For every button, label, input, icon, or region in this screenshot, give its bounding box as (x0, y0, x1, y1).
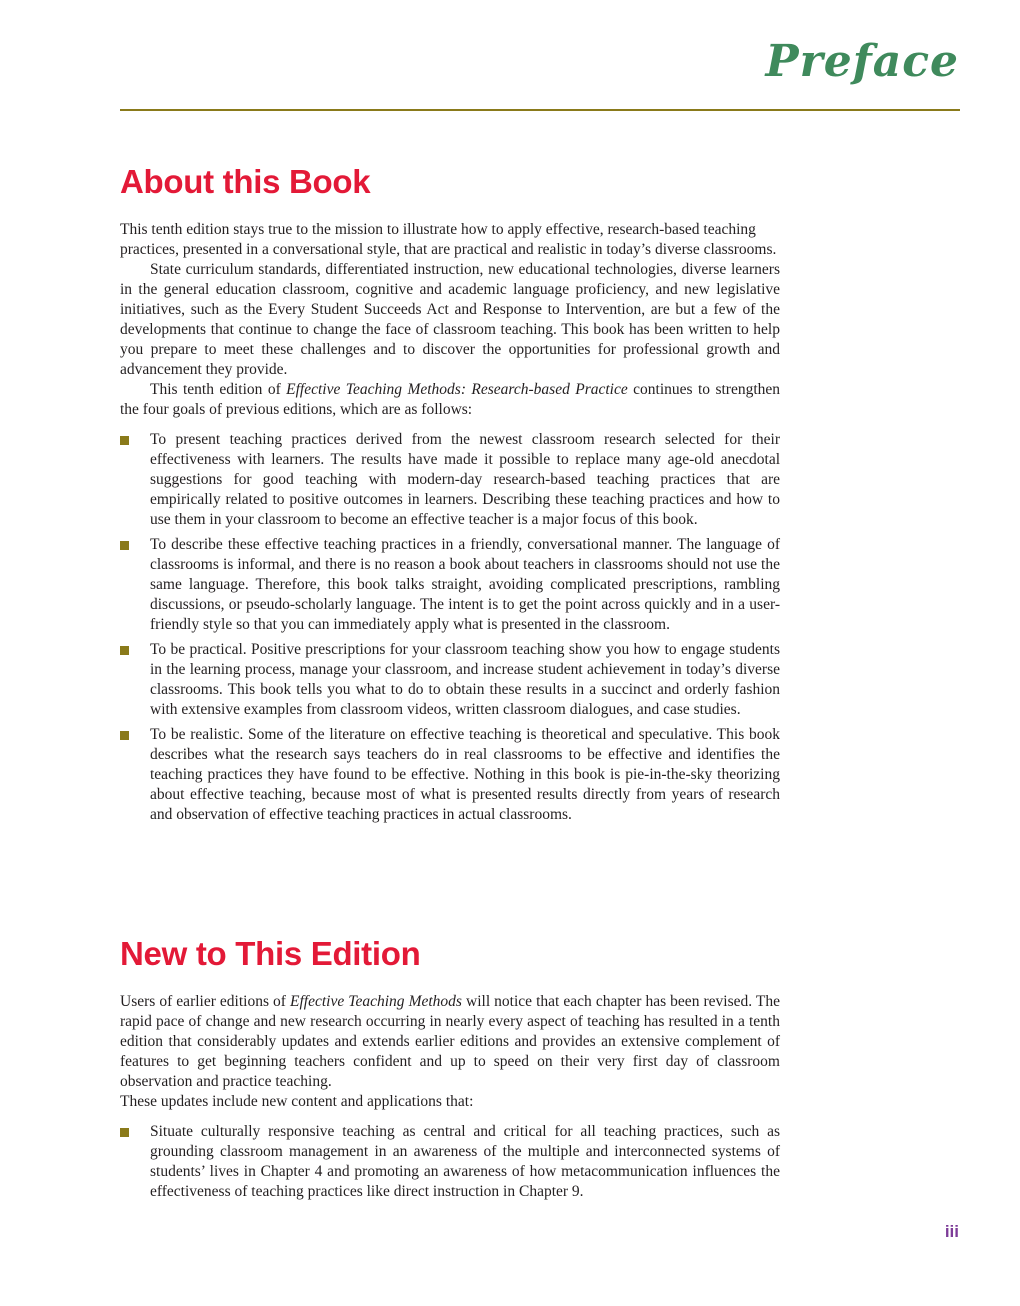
goals-list (120, 430, 780, 825)
paragraph-text: Users of earlier editions of (120, 993, 291, 1011)
paragraph (120, 992, 780, 1092)
list-item (120, 640, 780, 720)
book-title: Effective Teaching Methods (290, 993, 462, 1011)
section-new-to-this-edition (120, 936, 780, 1207)
paragraph (120, 380, 780, 420)
list-item-text: To describe these effective teaching practices in a friendly, conversational manner. The language of classrooms is informal, and there is no reason a book about teachers in classrooms should not use the same language. Therefore, this book talks straight, avoiding complicated prescriptions, rambling discussions, or pseudo-scholarly language. The intent is to get the point across quickly and in a user-friendly style so that you can immediately apply what is presented in the classroom. (150, 536, 780, 634)
list-item-text: To present teaching practices derived from the newest classroom research selected for their effectiveness with learners. The results have made it possible to replace many age-old anecdotal suggestions for good teaching with modern-day research-based teaching practices that are empirically related to positive outcomes in learners. Describing these teaching practices and how to use them in your classroom to become an effective teacher is a major focus of this book. (150, 431, 780, 529)
section-heading-new: New to This Edition (120, 935, 421, 972)
paragraph: State curriculum standards, differentiated instruction, new educational technologies, diverse learners in the general education classroom, cognitive and academic language proficiency, and new legislative initiatives, such as the Every Student Succeeds Act and Response to Intervention, are but a few of the developments that continue to change the face of classroom teaching. This book has been written to help you prepare to meet these challenges and to discover the opportunities for professional growth and advancement they provide. (120, 261, 780, 379)
book-title: Effective Teaching Methods: Research-based Practice (286, 381, 628, 399)
list-item-text: To be realistic. Some of the literature on effective teaching is theoretical and speculative. This book describes what the research says teachers do in real classrooms to be effective and identifies the teaching practices they have found to be effective. Nothing in this book is pie-in-the-sky theorizing about effective teaching, because most of what is presented results directly from years of research and observation of effective teaching practices in actual classrooms. (150, 726, 780, 824)
square-bullet-icon (120, 436, 129, 445)
section-about-this-book (120, 164, 780, 830)
chapter-title: Preface (765, 36, 959, 87)
updates-list (120, 1122, 780, 1202)
list-item-text: Situate culturally responsive teaching as central and critical for all teaching practices, such as grounding classroom management in an awareness of the multiple and interconnected systems of students’ lives in Chapter 4 and promoting an awareness of how metacommunication influences the effectiveness of teaching practices like direct instruction in Chapter 9. (150, 1123, 780, 1201)
paragraph: These updates include new content and applications that: (120, 1093, 474, 1111)
paragraph-text: This tenth edition of (150, 381, 287, 399)
square-bullet-icon (120, 1128, 129, 1137)
list-item (120, 725, 780, 825)
square-bullet-icon (120, 541, 129, 550)
list-item (120, 535, 780, 635)
square-bullet-icon (120, 731, 129, 740)
section-heading-about: About this Book (120, 163, 371, 200)
paragraph: This tenth edition stays true to the mission to illustrate how to apply effective, research-based teaching practices, presented in a conversational style, that are practical and realistic in today’s diverse classrooms. (120, 221, 777, 259)
paragraph-text: continues to strengthen the four goals of previous editions, which are as follows: (120, 381, 781, 419)
list-item-text: To be practical. Positive prescriptions for your classroom teaching show you how to engage students in the learning process, manage your classroom, and increase student achievement in today’s diverse classrooms. This book tells you what to do to obtain these results in a succinct and orderly fashion with extensive examples from classroom videos, written classroom dialogues, and case studies. (150, 641, 780, 719)
list-item (120, 430, 780, 530)
title-rule (120, 109, 960, 111)
paragraph-text: will notice that each chapter has been revised. The rapid pace of change and new research occurring in nearly every aspect of teaching has resulted in a tenth edition that considerably updates and extends earlier editions and provides an extensive complement of features to get beginning teachers confident and up to speed on their very first day of classroom observation and practice teaching. (120, 993, 780, 1091)
square-bullet-icon (120, 646, 129, 655)
list-item (120, 1122, 780, 1202)
page-number: iii (944, 1222, 959, 1241)
